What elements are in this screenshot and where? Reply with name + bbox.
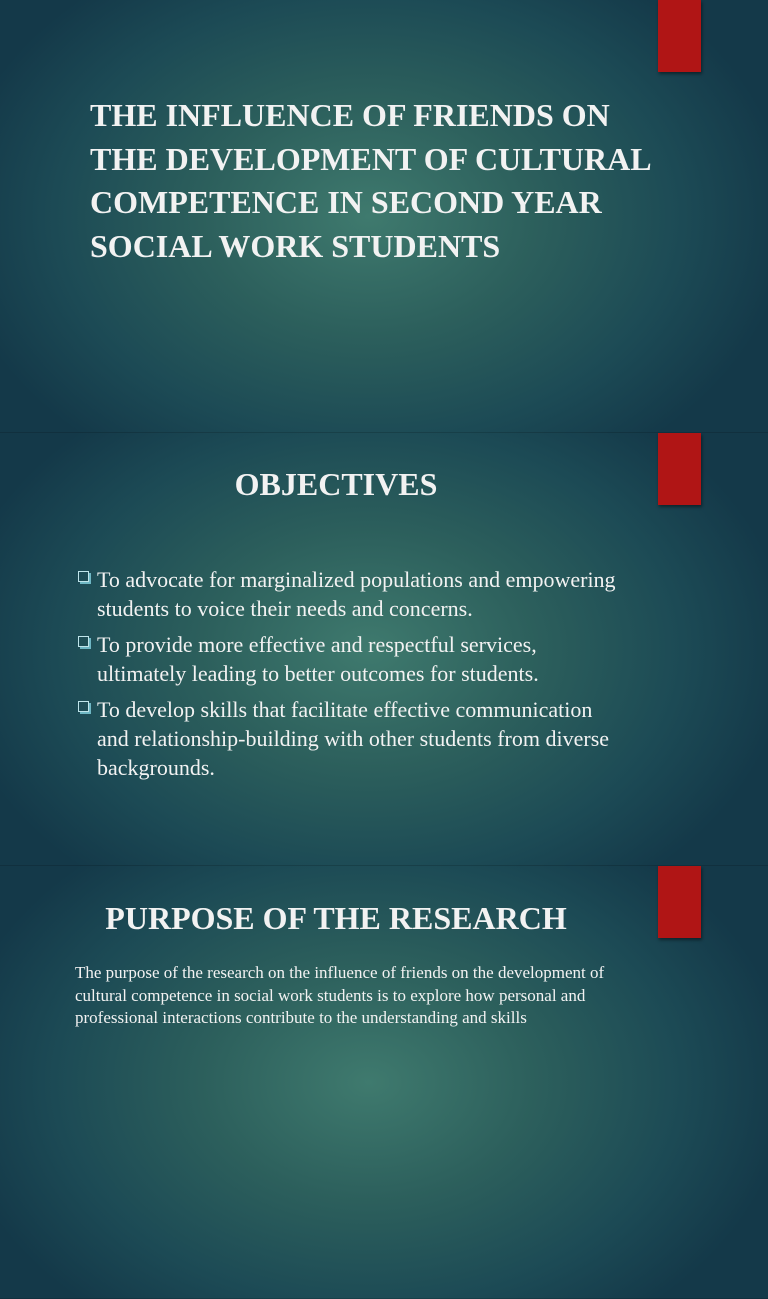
list-item: [76, 695, 616, 782]
checkbox-bullet-icon: [78, 636, 89, 647]
checkbox-bullet-icon: [78, 701, 89, 712]
accent-bar: [658, 0, 701, 72]
title-slide: [0, 0, 768, 433]
purpose-heading: PURPOSE OF THE RESEARCH: [105, 900, 567, 936]
list-item: [76, 565, 616, 623]
checkbox-bullet-icon: [78, 571, 89, 582]
purpose-body: The purpose of the research on the influence of friends on the development of cultural competence in social work students is to explore how personal and professional interactions contribute to the understanding and skills: [75, 963, 605, 1027]
bullet-text: To advocate for marginalized populations and empowering students to voice their needs and concerns.: [97, 567, 616, 621]
objectives-list: [76, 565, 616, 789]
presentation-title: THE INFLUENCE OF FRIENDS ON THE DEVELOPMENT OF CULTURAL COMPETENCE IN SECOND YEAR SOCIAL WORK STUDENTS: [90, 97, 650, 264]
list-item: [76, 630, 616, 688]
bullet-text: To develop skills that facilitate effective communication and relationship-building with other students from diverse backgrounds.: [97, 697, 610, 780]
objectives-heading: OBJECTIVES: [234, 466, 438, 502]
bullet-text: To provide more effective and respectful services, ultimately leading to better outcomes for students.: [97, 632, 539, 686]
